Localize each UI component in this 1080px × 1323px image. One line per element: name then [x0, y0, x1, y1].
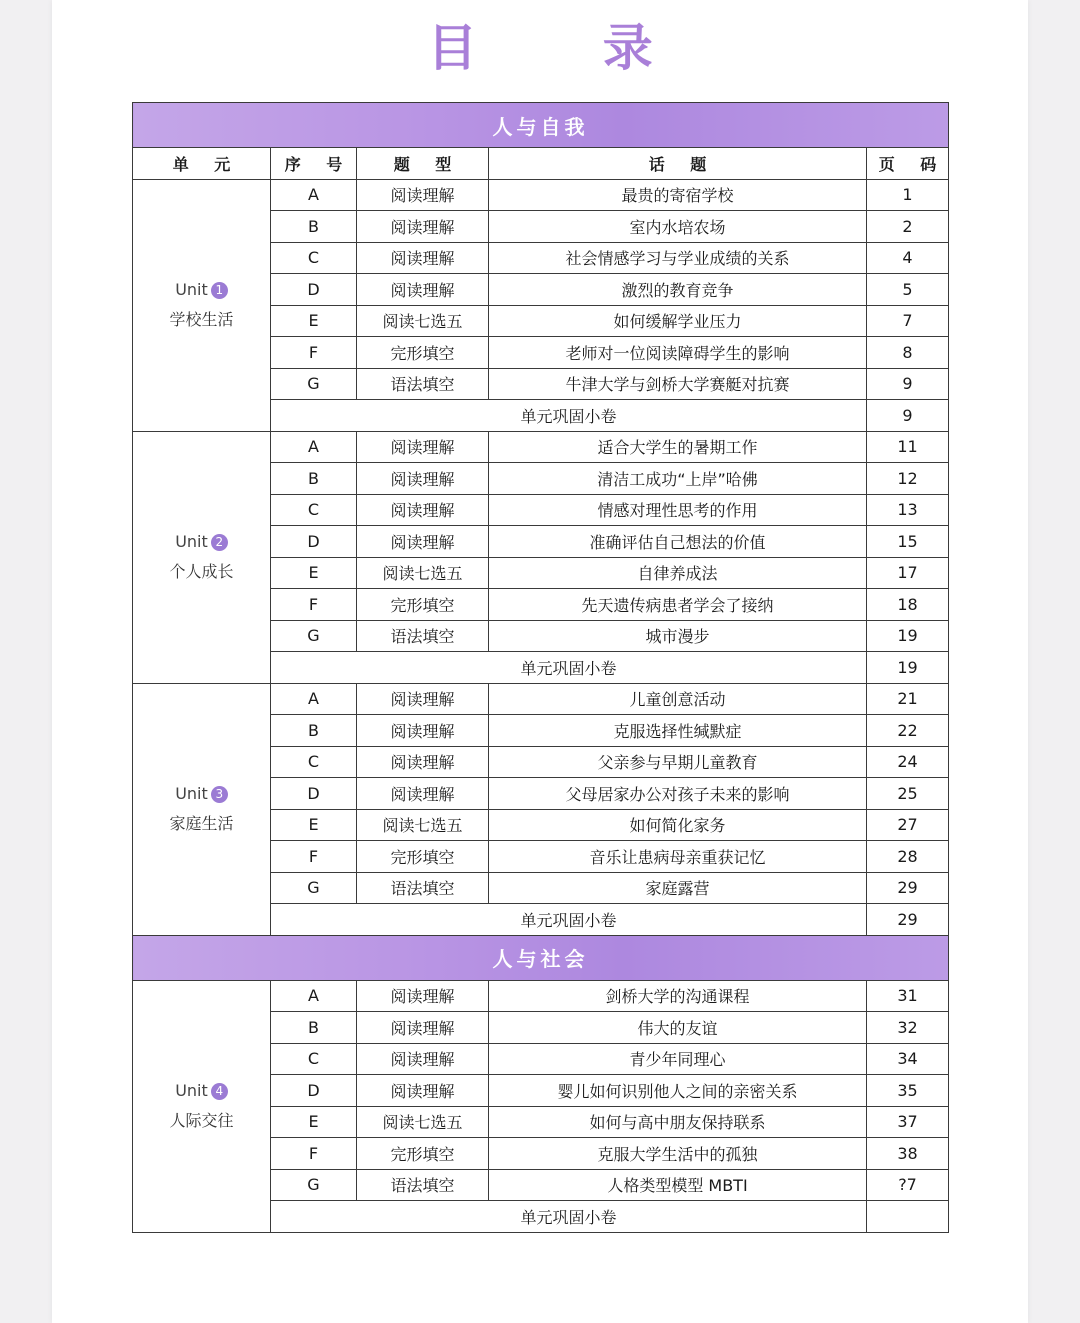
page-cell: 15	[867, 526, 949, 558]
type-cell: 阅读理解	[357, 715, 489, 747]
contents-table	[132, 102, 949, 1233]
unit-heading	[133, 1076, 270, 1106]
table-row	[133, 179, 949, 211]
topic-cell: 克服大学生活中的孤独	[489, 1138, 867, 1170]
seq-cell: E	[271, 809, 357, 841]
topic-cell: 剑桥大学的沟通课程	[489, 980, 867, 1012]
type-cell: 完形填空	[357, 589, 489, 621]
seq-cell: D	[271, 778, 357, 810]
topic-cell: 室内水培农场	[489, 211, 867, 243]
type-cell: 阅读理解	[357, 274, 489, 306]
seq-cell: C	[271, 1043, 357, 1075]
page-cell: 4	[867, 242, 949, 274]
page-title: 目 录	[427, 19, 707, 77]
review-label: 单元巩固小卷	[271, 652, 867, 684]
seq-cell: B	[271, 463, 357, 495]
page-cell: 35	[867, 1075, 949, 1107]
topic-cell: 如何简化家务	[489, 809, 867, 841]
type-cell: 语法填空	[357, 368, 489, 400]
seq-cell: G	[271, 620, 357, 652]
page-cell: 5	[867, 274, 949, 306]
topic-cell: 父母居家办公对孩子未来的影响	[489, 778, 867, 810]
type-cell: 阅读七选五	[357, 809, 489, 841]
page-cell: 31	[867, 980, 949, 1012]
review-label: 单元巩固小卷	[271, 400, 867, 432]
type-cell: 阅读理解	[357, 242, 489, 274]
section-band	[133, 103, 949, 148]
seq-cell: D	[271, 274, 357, 306]
unit-cell	[133, 179, 271, 431]
page-cell: 37	[867, 1106, 949, 1138]
seq-cell: G	[271, 872, 357, 904]
topic-cell: 儿童创意活动	[489, 683, 867, 715]
page-cell: 17	[867, 557, 949, 589]
unit-name: 家庭生活	[169, 814, 234, 833]
header-page: 页 码	[867, 148, 949, 180]
section-band-title: 人与自我	[133, 103, 949, 148]
page-cell: 25	[867, 778, 949, 810]
page-cell: 24	[867, 746, 949, 778]
page-cell: 7	[867, 305, 949, 337]
topic-cell: 自律养成法	[489, 557, 867, 589]
type-cell: 阅读七选五	[357, 557, 489, 589]
type-cell: 阅读理解	[357, 1043, 489, 1075]
seq-cell: A	[271, 431, 357, 463]
header-row	[133, 148, 949, 180]
seq-cell: D	[271, 526, 357, 558]
seq-cell: E	[271, 305, 357, 337]
topic-cell: 牛津大学与剑桥大学赛艇对抗赛	[489, 368, 867, 400]
review-page	[867, 1201, 949, 1233]
type-cell: 语法填空	[357, 872, 489, 904]
unit-label: Unit	[175, 784, 208, 803]
topic-cell: 情感对理性思考的作用	[489, 494, 867, 526]
type-cell: 阅读理解	[357, 1075, 489, 1107]
type-cell: 阅读理解	[357, 494, 489, 526]
header-seq: 序 号	[271, 148, 357, 180]
page-cell: 21	[867, 683, 949, 715]
page-cell: 12	[867, 463, 949, 495]
review-page: 29	[867, 904, 949, 936]
unit-number-badge: 2	[211, 534, 228, 551]
page-cell: 8	[867, 337, 949, 369]
contents-body	[133, 103, 949, 1233]
seq-cell: F	[271, 1138, 357, 1170]
topic-cell: 城市漫步	[489, 620, 867, 652]
section-band-title: 人与社会	[133, 935, 949, 980]
unit-cell	[133, 431, 271, 683]
unit-heading	[133, 527, 270, 557]
page-cell: 22	[867, 715, 949, 747]
type-cell: 阅读理解	[357, 431, 489, 463]
seq-cell: G	[271, 368, 357, 400]
topic-cell: 社会情感学习与学业成绩的关系	[489, 242, 867, 274]
type-cell: 语法填空	[357, 1169, 489, 1201]
type-cell: 阅读七选五	[357, 305, 489, 337]
seq-cell: C	[271, 242, 357, 274]
seq-cell: D	[271, 1075, 357, 1107]
page-cell: 32	[867, 1012, 949, 1044]
unit-name: 个人成长	[169, 562, 234, 581]
unit-number-badge: 1	[211, 282, 228, 299]
seq-cell: A	[271, 179, 357, 211]
page-cell: ?7	[867, 1169, 949, 1201]
seq-cell: E	[271, 1106, 357, 1138]
type-cell: 阅读理解	[357, 683, 489, 715]
seq-cell: E	[271, 557, 357, 589]
topic-cell: 音乐让患病母亲重获记忆	[489, 841, 867, 873]
type-cell: 阅读理解	[357, 1012, 489, 1044]
review-page: 9	[867, 400, 949, 432]
unit-heading	[133, 779, 270, 809]
type-cell: 阅读理解	[357, 778, 489, 810]
seq-cell: B	[271, 211, 357, 243]
unit-number-badge: 4	[211, 1083, 228, 1100]
unit-name: 学校生活	[169, 310, 234, 329]
header-topic: 话 题	[489, 148, 867, 180]
seq-cell: F	[271, 589, 357, 621]
unit-number-badge: 3	[211, 786, 228, 803]
section-band	[133, 935, 949, 980]
topic-cell: 适合大学生的暑期工作	[489, 431, 867, 463]
table-row	[133, 980, 949, 1012]
type-cell: 阅读理解	[357, 526, 489, 558]
topic-cell: 婴儿如何识别他人之间的亲密关系	[489, 1075, 867, 1107]
topic-cell: 准确评估自己想法的价值	[489, 526, 867, 558]
topic-cell: 先天遗传病患者学会了接纳	[489, 589, 867, 621]
seq-cell: F	[271, 841, 357, 873]
topic-cell: 青少年同理心	[489, 1043, 867, 1075]
seq-cell: B	[271, 1012, 357, 1044]
topic-cell: 最贵的寄宿学校	[489, 179, 867, 211]
unit-label: Unit	[175, 532, 208, 551]
unit-label: Unit	[175, 1081, 208, 1100]
page-cell: 34	[867, 1043, 949, 1075]
page-cell: 1	[867, 179, 949, 211]
seq-cell: B	[271, 715, 357, 747]
type-cell: 阅读理解	[357, 980, 489, 1012]
seq-cell: A	[271, 683, 357, 715]
seq-cell: G	[271, 1169, 357, 1201]
topic-cell: 人格类型模型 MBTI	[489, 1169, 867, 1201]
unit-cell	[133, 980, 271, 1232]
page-cell: 18	[867, 589, 949, 621]
type-cell: 语法填空	[357, 620, 489, 652]
seq-cell: C	[271, 494, 357, 526]
page-cell: 13	[867, 494, 949, 526]
type-cell: 阅读七选五	[357, 1106, 489, 1138]
table-row	[133, 431, 949, 463]
unit-name: 人际交往	[169, 1111, 234, 1130]
type-cell: 阅读理解	[357, 211, 489, 243]
seq-cell: F	[271, 337, 357, 369]
unit-label: Unit	[175, 280, 208, 299]
header-unit: 单 元	[133, 148, 271, 180]
topic-cell: 伟大的友谊	[489, 1012, 867, 1044]
table-row	[133, 683, 949, 715]
page-cell: 29	[867, 872, 949, 904]
topic-cell: 如何缓解学业压力	[489, 305, 867, 337]
topic-cell: 老师对一位阅读障碍学生的影响	[489, 337, 867, 369]
type-cell: 完形填空	[357, 841, 489, 873]
header-type: 题 型	[357, 148, 489, 180]
page-cell: 28	[867, 841, 949, 873]
topic-cell: 如何与高中朋友保持联系	[489, 1106, 867, 1138]
topic-cell: 克服选择性缄默症	[489, 715, 867, 747]
topic-cell: 父亲参与早期儿童教育	[489, 746, 867, 778]
unit-cell	[133, 683, 271, 935]
page-cell: 38	[867, 1138, 949, 1170]
page-cell: 19	[867, 620, 949, 652]
page-cell: 27	[867, 809, 949, 841]
type-cell: 阅读理解	[357, 746, 489, 778]
review-label: 单元巩固小卷	[271, 1201, 867, 1233]
type-cell: 阅读理解	[357, 463, 489, 495]
page-cell: 2	[867, 211, 949, 243]
type-cell: 阅读理解	[357, 179, 489, 211]
type-cell: 完形填空	[357, 337, 489, 369]
seq-cell: A	[271, 980, 357, 1012]
topic-cell: 家庭露营	[489, 872, 867, 904]
topic-cell: 清洁工成功“上岸”哈佛	[489, 463, 867, 495]
seq-cell: C	[271, 746, 357, 778]
topic-cell: 激烈的教育竞争	[489, 274, 867, 306]
type-cell: 完形填空	[357, 1138, 489, 1170]
review-label: 单元巩固小卷	[271, 904, 867, 936]
review-page: 19	[867, 652, 949, 684]
page-cell: 11	[867, 431, 949, 463]
unit-heading	[133, 275, 270, 305]
page-cell: 9	[867, 368, 949, 400]
